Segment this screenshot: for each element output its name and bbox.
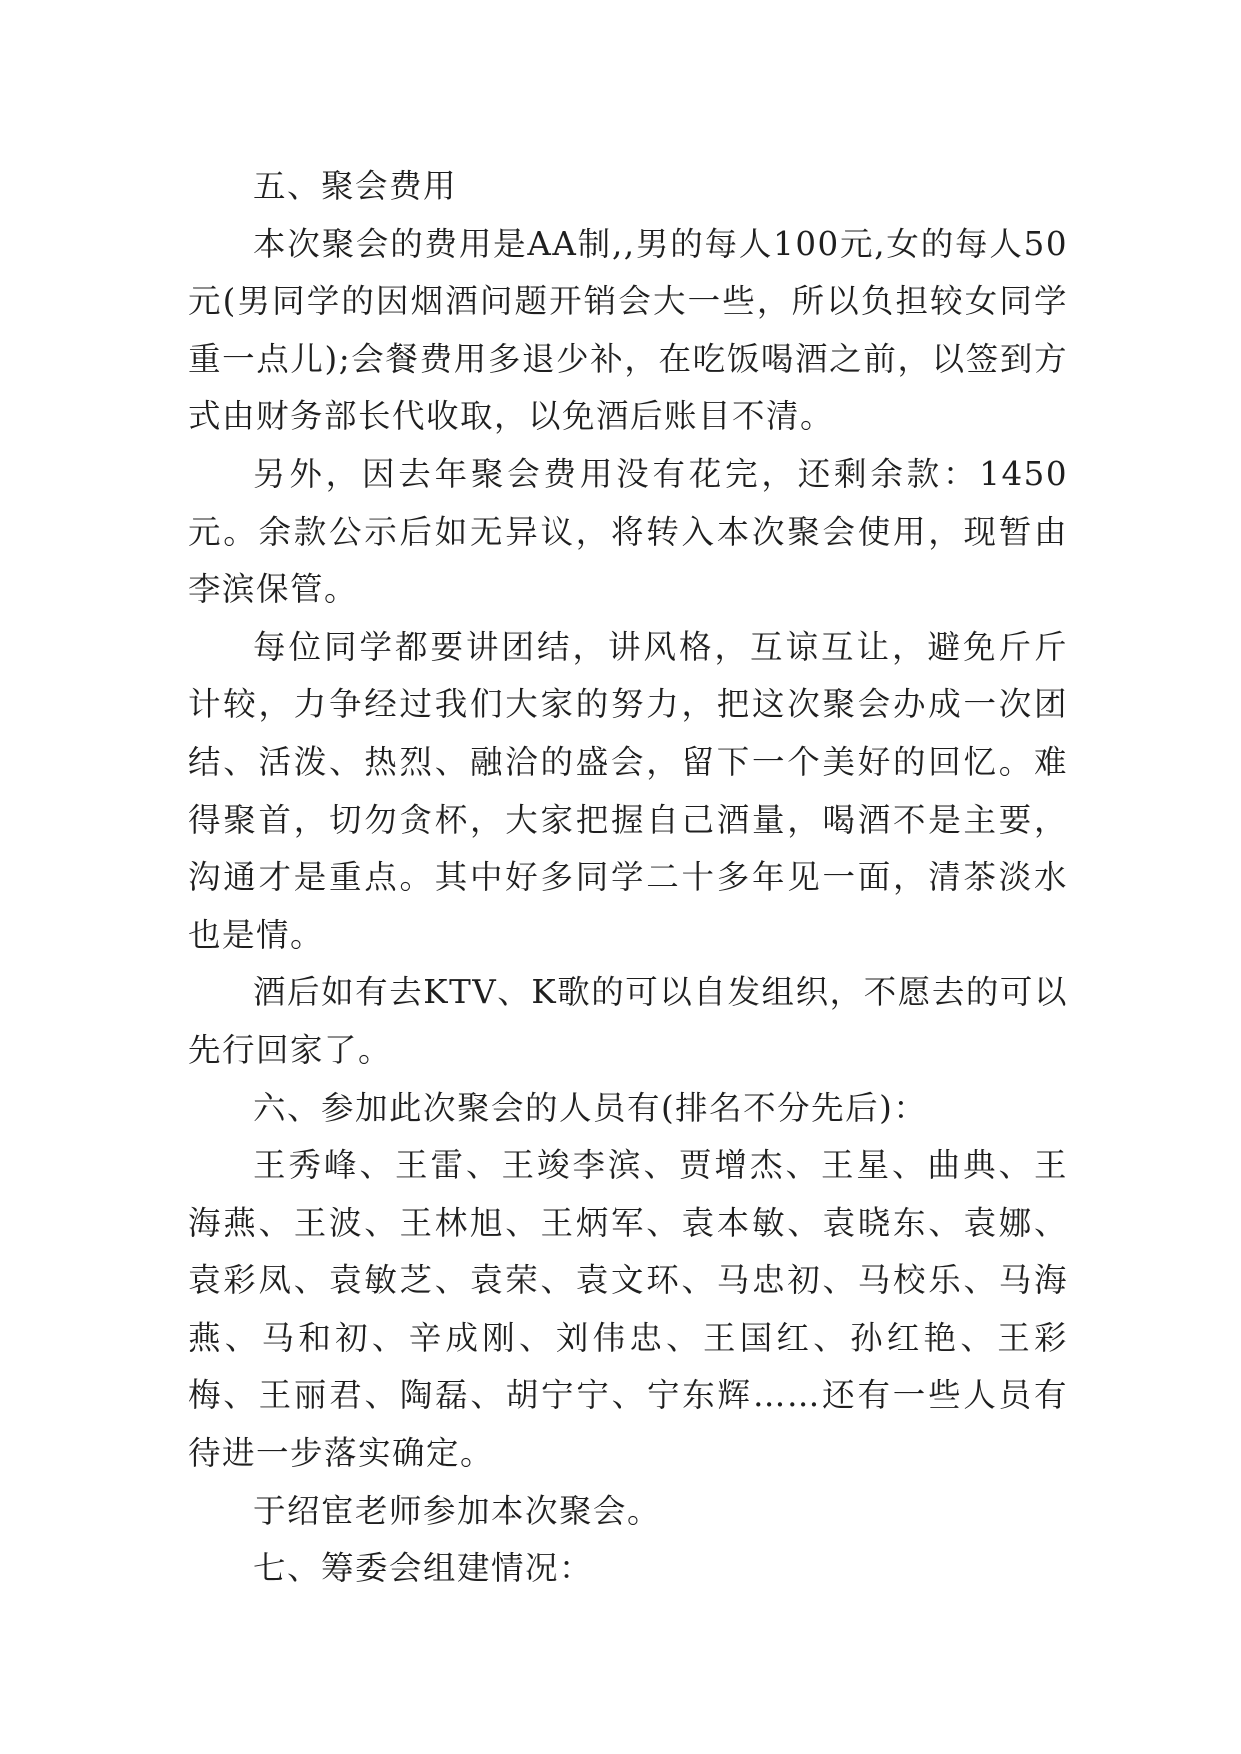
paragraph-teacher: 于绍宦老师参加本次聚会。 [253,1491,662,1530]
document-body [188,158,1068,1598]
paragraph-attendee-list: 王秀峰、王雷、王竣李滨、贾增杰、王星、曲典、王海燕、王波、王林旭、王炳军、袁本敏、袁晓东、袁娜、袁彩凤、袁敏芝、袁荣、袁文环、马忠初、马校乐、马海燕、马和初、辛成刚、刘伟忠、王国红、孙红艳、王彩梅、王丽君、陶磊、胡宁宁、宁东辉……还有一些人员有待进一步落实确定。 [188,1146,1068,1473]
section-heading-attendees: 六、参加此次聚会的人员有(排名不分先后)： [253,1088,928,1127]
paragraph-fee-rules: 本次聚会的费用是AA制,,男的每人100元,女的每人50元(男同学的因烟酒问题开销会大一些，所以负担较女同学重一点儿);会餐费用多退少补，在吃饭喝酒之前，以签到方式由财务部长代收取，以免酒后账目不清。 [188,224,1068,436]
section-heading-fees: 五、聚会费用 [253,167,458,205]
paragraph-conduct: 每位同学都要讲团结，讲风格，互谅互让，避免斤斤计较，力争经过我们大家的努力，把这次聚会办成一次团结、活泼、热烈、融洽的盛会，留下一个美好的回忆。难得聚首，切勿贪杯，大家把握自己酒量，喝酒不是主要，沟通才是重点。其中好多同学二十多年见一面，清茶淡水也是情。 [188,627,1068,954]
section-heading-committee: 七、筹委会组建情况： [253,1549,594,1588]
paragraph-remaining-funds: 另外，因去年聚会费用没有花完，还剩余款：1450元。余款公示后如无异议，将转入本次聚会使用，现暂由李滨保管。 [188,454,1068,609]
paragraph-after-party: 酒后如有去KTV、K歌的可以自发组织，不愿去的可以先行回家了。 [188,973,1068,1069]
